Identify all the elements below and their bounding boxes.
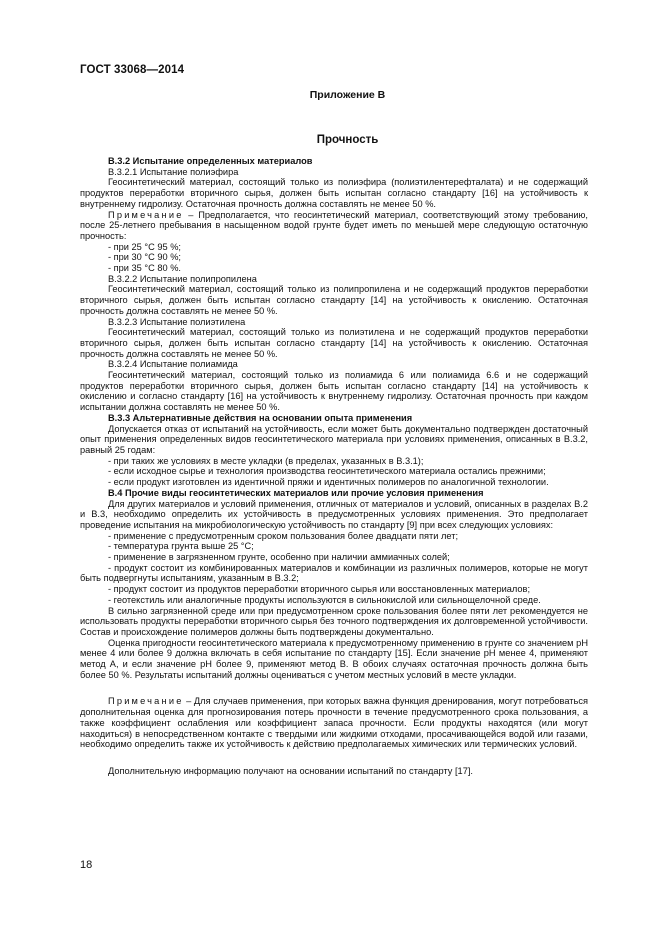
body-paragraph: Геосинтетический материал, состоящий только из полиамида 6 или полиамида 6.6 и не содержащий продуктов переработки вторичного сырья, должен быть испытан согласно стандарту [14] на устойчивость к окислению и согласно стандарту [16] на устойчивость к внутреннему гидролизу. Остаточная прочность при каждом испытании должна составлять не менее 50 %.: [80, 370, 588, 413]
text-line: - при 30 °С 90 %;: [108, 252, 182, 263]
document-body: [80, 156, 588, 777]
subsection-heading: В.3.3 Альтернативные действия на основании опыта применения: [108, 412, 413, 423]
text-line: - применение с предусмотренным сроком пользования более двадцати пяти лет;: [108, 530, 459, 541]
body-paragraph: Оценка пригодности геосинтетического материала к предусмотренному применению в грунте со значением pH менее 4 или более 9 должна включать в себя испытание по стандарту [15]. Если значение pH менее 4, применяют метод А, и если значение pH более 9, применяют метод В. В обоих случаях остаточная прочность должна быть более 50 %. Результаты испытаний должны оцениваться с учетом местных условий в месте укладки.: [80, 637, 588, 680]
note-text: – Предполагается, что геосинтетический материал, соответствующий этому требованию, после 25-летнего пребывания в насыщенном водой грунте будет иметь по меньшей мере следующую остаточную прочность:: [80, 209, 588, 241]
body-paragraph: Геосинтетический материал, состоящий только из полиэфира (полиэтилентерефталата) и не содержащий продуктов переработки вторичного сырья, должен быть испытан согласно стандарту [16] на устойчивость к внутреннему гидролизу. Остаточная прочность должна составлять не менее 50 %.: [80, 177, 588, 209]
text-line: - геотекстиль или аналогичные продукты используются в сильнокислой или сильнощелочной среде.: [108, 594, 541, 605]
text-line: - если продукт изготовлен из идентичной пряжи и идентичных полимеров по аналогичной технологии.: [108, 477, 549, 488]
text-line: В.3.2.4 Испытание полиамида: [108, 359, 238, 370]
annex-title-text: Приложение В: [309, 89, 386, 101]
annex-title: [0, 89, 661, 101]
text-line: Дополнительную информацию получают на основании испытаний по стандарту [17].: [108, 765, 473, 776]
text-line: - применение в загрязненном грунте, особенно при наличии аммиачных солей;: [108, 552, 450, 563]
text-line: В.3.2.3 Испытание полиэтилена: [108, 316, 246, 327]
body-paragraph: Допускается отказ от испытаний на устойчивость, если может быть документально подтвержден достаточный опыт применения определенных видов геосинтетического материала при условиях применения, описанных в В.3.2, равный 25 годам:: [80, 423, 588, 455]
subsection-heading: В.3.2 Испытание определенных материалов: [108, 156, 313, 166]
document-code: ГОСТ 33068—2014: [80, 64, 185, 76]
note-label: Примечание: [108, 209, 184, 220]
text-line: В.3.2.2 Испытание полипропилена: [108, 273, 257, 284]
text-line: - при 25 °С 95 %;: [108, 241, 182, 252]
body-paragraph: Геосинтетический материал, состоящий только из полиэтилена и не содержащий продуктов переработки вторичного сырья, должен быть испытан согласно стандарту [14] на устойчивость к окислению. Остаточная прочность должна составлять не менее 50 %.: [80, 327, 588, 359]
note-label: Примечание: [108, 696, 184, 707]
text-line: - при таких же условиях в месте укладки (в пределах, указанных в В.3.1);: [108, 455, 424, 466]
section-title-text: Прочность: [316, 134, 379, 146]
body-paragraph: - продукт состоит из комбинированных материалов и комбинации из различных полимеров, которые не могут быть подвергнуты испытаниям, указанным в В.3.2;: [80, 562, 588, 584]
text-line: В.3.2.1 Испытание полиэфира: [108, 166, 239, 177]
body-paragraph: В сильно загрязненной среде или при предусмотренном сроке пользования более пяти лет рекомендуется не использовать продукты переработки вторичного сырья без точного подтверждения их долговременной устойчивости. Состав и происхождение полимеров должны быть подтверждены документально.: [80, 605, 588, 637]
text-line: - если исходное сырье и технология производства геосинтетического материала остались прежними;: [108, 466, 546, 477]
text-line: - продукт состоит из продуктов переработки вторичного сырья или восстановленных материалов;: [108, 584, 531, 595]
body-paragraph: Для других материалов и условий применения, отличных от материалов и условий, описанных в разделах В.2 и В.3, необходимо определить их устойчивость в предусмотренных условиях применения. Это предполагает проведение испытания на микробиологическую устойчивость по стандарту [9] при всех следующих условиях:: [80, 498, 588, 530]
text-line: - температура грунта выше 25 °С;: [108, 541, 254, 552]
text-line: - при 35 °С 80 %.: [108, 263, 182, 274]
section-title: [0, 134, 661, 146]
note-paragraph: [80, 210, 588, 242]
page-number: 18: [80, 859, 93, 871]
body-paragraph: Геосинтетический материал, состоящий только из полипропилена и не содержащий продуктов переработки вторичного сырья, должен быть испытан согласно стандарту [14] на устойчивость к окислению. Остаточная прочность должна составлять не менее 50 %.: [80, 284, 588, 316]
subsection-heading: В.4 Прочие виды геосинтетических материалов или прочие условия применения: [108, 487, 484, 498]
note-text: – Для случаев применения, при которых важна функция дренирования, могут потребоваться дополнительная оценка для прогнозирования потерь прочности в течение предусмотренного срока пользования, а также коэффициент ослабления или коэффициент запаса прочности. Если продукты находятся (или могут находиться) в непосредственном контакте с твердыми или жидкими отходами, просачивающейся водой или газами, необходимо определить также их устойчивость к действию предполагаемых химических или термических условий.: [80, 696, 588, 750]
note-paragraph: [80, 696, 588, 750]
